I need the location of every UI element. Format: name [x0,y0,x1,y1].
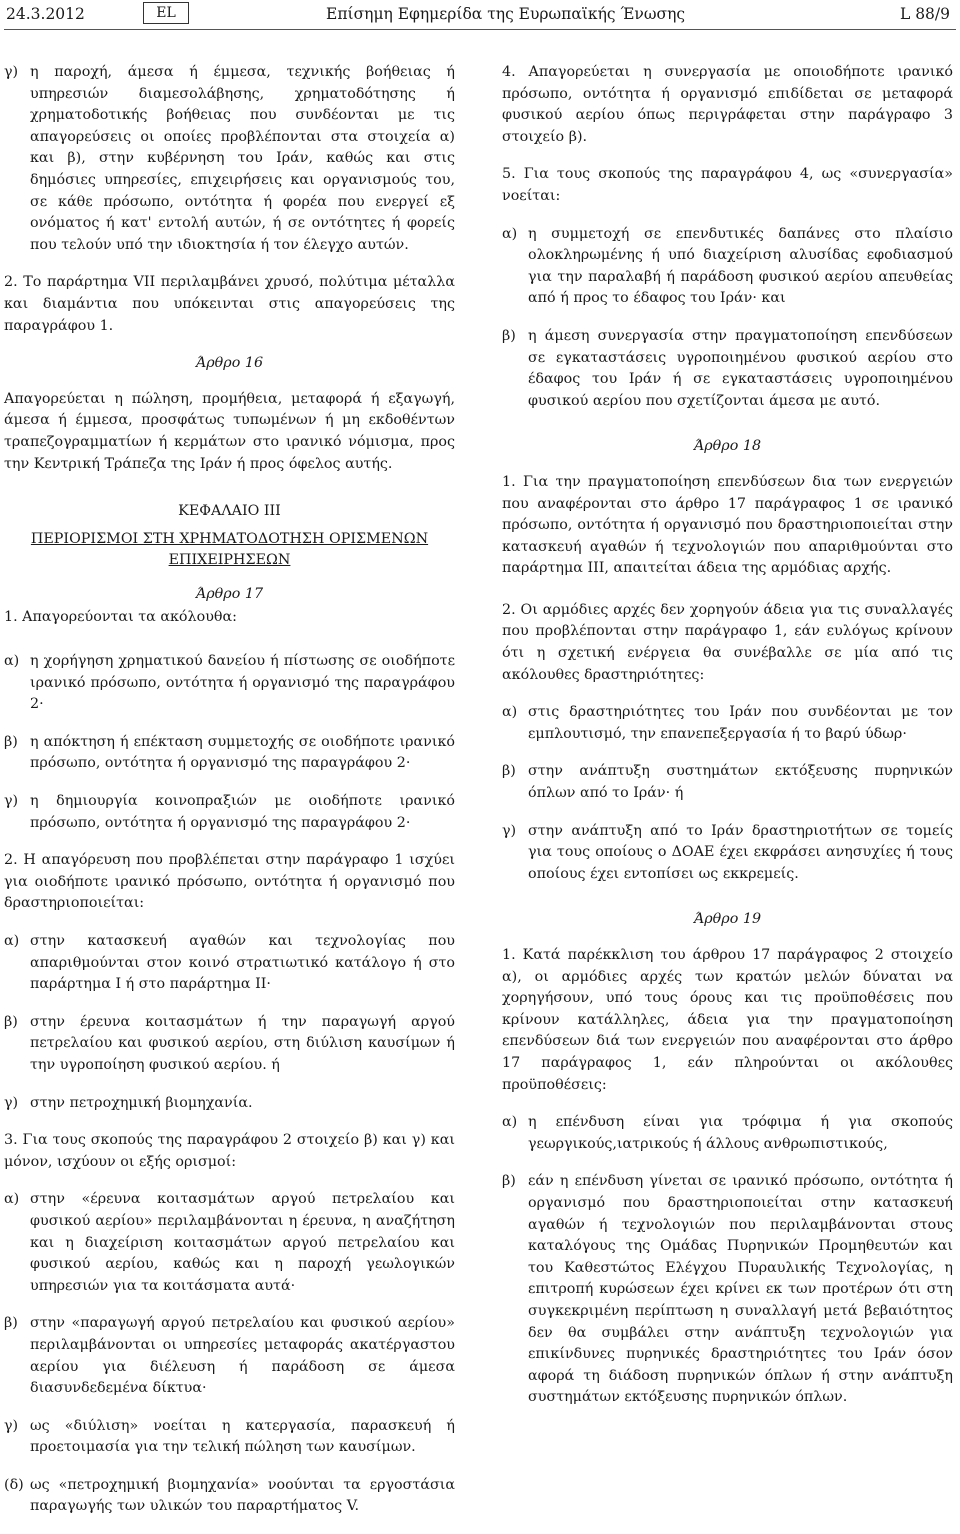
list-item: β) στην «παραγωγή αργού πετρελαίου και φυσικού αερίου» περιλαμβάνονται οι υπηρεσίες μεταφοράς ακατέργαστου αερίου για διέλευση ή παράδοση σε άμεσα διασυνδεδεμένα δίκτυα· [4,1315,455,1397]
header-divider [4,29,956,30]
article-heading: Άρθρο 16 [195,355,264,372]
article-heading: Άρθρο 18 [693,438,762,455]
list-item: α) η επένδυση είναι για τρόφιμα ή για σκοπούς γεωργικούς,ιατρικούς ή άλλους ανθρωπιστικούς, [502,1114,953,1152]
list-item: (δ) ως «πετροχημική βιομηχανία» νοούνται τα εργοστάσια παραγωγής των υλικών του παραρτήματος V. [4,1476,455,1515]
paragraph: 2. Η απαγόρευση που προβλέπεται στην παράγραφο 1 ισχύει για οιοδήποτε ιρανικό πρόσωπο, οντότητα ή οργανισμό που δραστηριοποιείται: [4,852,455,912]
paragraph: 3. Για τους σκοπούς της παραγράφου 2 στοιχείο β) και γ) και μόνον, ισχύουν οι εξής ορισμοί: [4,1132,455,1170]
list-item: α) στην «έρευνα κοιτασμάτων αργού πετρελαίου και φυσικού αερίου» περιλαμβάνονται η έρευνα, η αναζήτηση και η διαχείριση κοιτασμάτων αργού πετρελαίου και φυσικού αερίου, καθώς και η παροχή γεωλογικών υπηρεσιών για τα κοιτάσματα αυτά· [4,1191,455,1294]
list-item: β) στην έρευνα κοιτασμάτων ή την παραγωγή αργού πετρελαίου και φυσικού αερίου, στη διύλιση καυσίμων ή την υγροποίηση φυσικού αερίου. ή [4,1013,455,1073]
left-column [4,62,455,1534]
list-item: γ) ως «διύλιση» νοείται η κατεργασία, παρασκευή ή προετοιμασία για την τελική πώληση των καυσίμων. [4,1417,455,1456]
list-item: γ) η παροχή, άμεσα ή έμμεσα, τεχνικής βοήθειας ή υπηρεσιών διαμεσολάβησης, χρηματοδότησης ή χρηματοδοτικής βοήθειας που συνδέονται με τις απαγορεύσεις οι οποίες προβλέπονται στα στοιχεία α) και β), στην κυβέρνηση του Ιράν, καθώς και στις δημόσιες υπηρεσίες, επιχειρήσεις και οργανισμούς του, σε κάθε πρόσωπο, οντότητα ή φορέα που ενεργεί εξ ονόματος ή κατ' εντολή αυτών, ή σε οντότητες ή φορείς που τελούν υπό την ιδιοκτησία ή τον έλεγχο αυτών. [4,64,455,253]
list-item: β) η απόκτηση ή επέκταση συμμετοχής σε οιοδήποτε ιρανικό πρόσωπο, οντότητα ή οργανισμό της παραγράφου 2· [4,733,455,772]
article-heading: Άρθρο 17 [195,585,264,602]
page-number: L 88/9 [899,5,950,23]
paragraph: 1. Κατά παρέκκλιση του άρθρου 17 παράγραφος 2 στοιχείο α), οι αρμόδιες αρχές των κρατών μελών δύναται να χορηγήσουν, υπό τους όρους και τις προϋποθέσεις που κρίνουν κατάλληλες, άδεια για την πραγματοποίηση επενδύσεων διά των ενεργειών που αναφέρονται στο άρθρο 17 παράγραφος 1, εάν πληρούνται οι ακόλουθες προϋποθέσεις: [502,947,953,1093]
paragraph: 1. Απαγορεύονται τα ακόλουθα: [4,609,237,626]
chapter-number: ΚΕΦΑΛΑΙΟ III [178,503,281,520]
list-item: γ) στην πετροχημική βιομηχανία. [4,1094,253,1111]
list-item: α) στις δραστηριότητες του Ιράν που συνδέονται με τον εμπλουτισμό, την επανεπεξεργασία ή το βαρύ ύδωρ· [502,704,953,742]
paragraph: Απαγορεύεται η πώληση, προμήθεια, μεταφορά ή εξαγωγή, άμεσα ή έμμεσα, προσφάτως τυπωμένων ή μη εκδοθέντων τραπεζογραμματίων ή κερμάτων στο ιρανικό νόμισμα, προς την Κεντρική Τράπεζα της Ιράν ή προς όφελος αυτής. [4,390,455,472]
paragraph: 5. Για τους σκοπούς της παραγράφου 4, ως «συνεργασία» νοείται: [502,166,953,204]
language-badge: EL [143,2,189,24]
list-item: β) στην ανάπτυξη συστημάτων εκτόξευσης πυρηνικών όπλων από το Ιράν· ή [502,763,953,802]
list-item: β) εάν η επένδυση γίνεται σε ιρανικό πρόσωπο, οντότητα ή οργανισμό που δραστηριοποιείται στην κατασκευή αγαθών ή τεχνολογιών που περιλαμβάνονται στους καταλόγους της Ομάδας Πυρηνικών Προμηθευτών και του Καθεστώτος Ελέγχου Πυραυλικής Τεχνολογίας, η επιτροπή κυρώσεων έχει κρίνει εκ των προτέρων ότι στη συγκεκριμένη περίπτωση η συναλλαγή μετά βεβαιότητος δεν θα συμβάλει στην ανάπτυξη τεχνολογιών για επικίνδυνες πυρηνικές δραστηριότητες του Ιράν όσον αφορά τη διάδοση πυρηνικών όπλων ή στην ανάπτυξη συστημάτων εκτόξευσης πυρηνικών όπλων. [502,1173,953,1406]
page-header [6,2,956,28]
paragraph: 4. Απαγορεύεται η συνεργασία με οποιοδήποτε ιρανικό πρόσωπο, οντότητα ή οργανισμό επιδίδεται σε μεταφορά φυσικού αερίου όπως περιγράφεται στην παράγραφο 3 στοιχείο β). [502,64,953,145]
paragraph: 2. Το παράρτημα VII περιλαμβάνει χρυσό, πολύτιμα μέταλλα και διαμάντια που υπόκεινται στις απαγορεύσεις της παραγράφου 1. [4,274,455,334]
paragraph: 1. Για την πραγματοποίηση επενδύσεων δια των ενεργειών που αναφέρονται στο άρθρο 17 παράγραφος 1 σε ιρανικό πρόσωπο, οντότητα ή οργανισμό που δραστηριοποιείται στην κατασκευή αγαθών ή τεχνολογιών που απαριθμούνται στο παράρτημα III, απαιτείται άδεια της αρμόδιας αρχής. [502,473,953,577]
right-column [502,62,953,1425]
list-item: α) στην κατασκευή αγαθών και τεχνολογίας που απαριθμούνται στον κοινό στρατιωτικό κατάλογο ή στο παράρτημα I ή στο παράρτημα II· [4,933,455,993]
chapter-title: ΠΕΡΙΟΡΙΣΜΟΙ ΣΤΗ ΧΡΗΜΑΤΟΔΟΤΗΣΗ ΟΡΙΣΜΕΝΩΝ ΕΠΙΧΕΙΡΗΣΕΩΝ [30,530,429,569]
article-heading: Άρθρο 19 [693,911,762,928]
list-item: γ) η δημιουργία κοινοπραξιών με οιοδήποτε ιρανικό πρόσωπο, οντότητα ή οργανισμό της παραγράφου 2· [4,793,455,831]
journal-title: Επίσημη Εφημερίδα της Ευρωπαϊκής Ένωσης [326,5,686,23]
list-item: γ) στην ανάπτυξη από το Ιράν δραστηριοτήτων σε τομείς για τους οποίους ο ΔΟΑΕ έχει εκφράσει ανησυχίες ή τους οποίους έχει εντοπίσει ως εκκρεμείς. [502,822,953,882]
paragraph: 2. Οι αρμόδιες αρχές δεν χορηγούν άδεια για τις συναλλαγές που προβλέπονται στην παράγραφο 1, εάν ευλόγως κρίνουν ότι η σχετική ενέργεια θα συνέβαλλε σε μία από τις ακόλουθες δραστηριότητες: [502,601,953,683]
list-item: α) η χορήγηση χρηματικού δανείου ή πίστωσης σε οιοδήποτε ιρανικό πρόσωπο, οντότητα ή οργανισμό της παραγράφου 2· [4,653,455,713]
list-item: β) η άμεση συνεργασία στην πραγματοποίηση επενδύσεων σε εγκαταστάσεις υγροποιημένου φυσικού αερίου στο έδαφος του Ιράν ή σε εγκαταστάσεις υγροποιημένου φυσικού αερίου που σχετίζονται άμεσα με αυτό. [502,327,953,409]
list-item: α) η συμμετοχή σε επενδυτικές δαπάνες στο πλαίσιο ολοκληρωμένης ή υπό διαχείριση αλυσίδας εφοδιασμού για την παραλαβή ή παράδοση φυσικού αερίου απευθείας από ή προς το έδαφος του Ιράν· και [502,225,953,307]
publication-date: 24.3.2012 [6,5,85,23]
